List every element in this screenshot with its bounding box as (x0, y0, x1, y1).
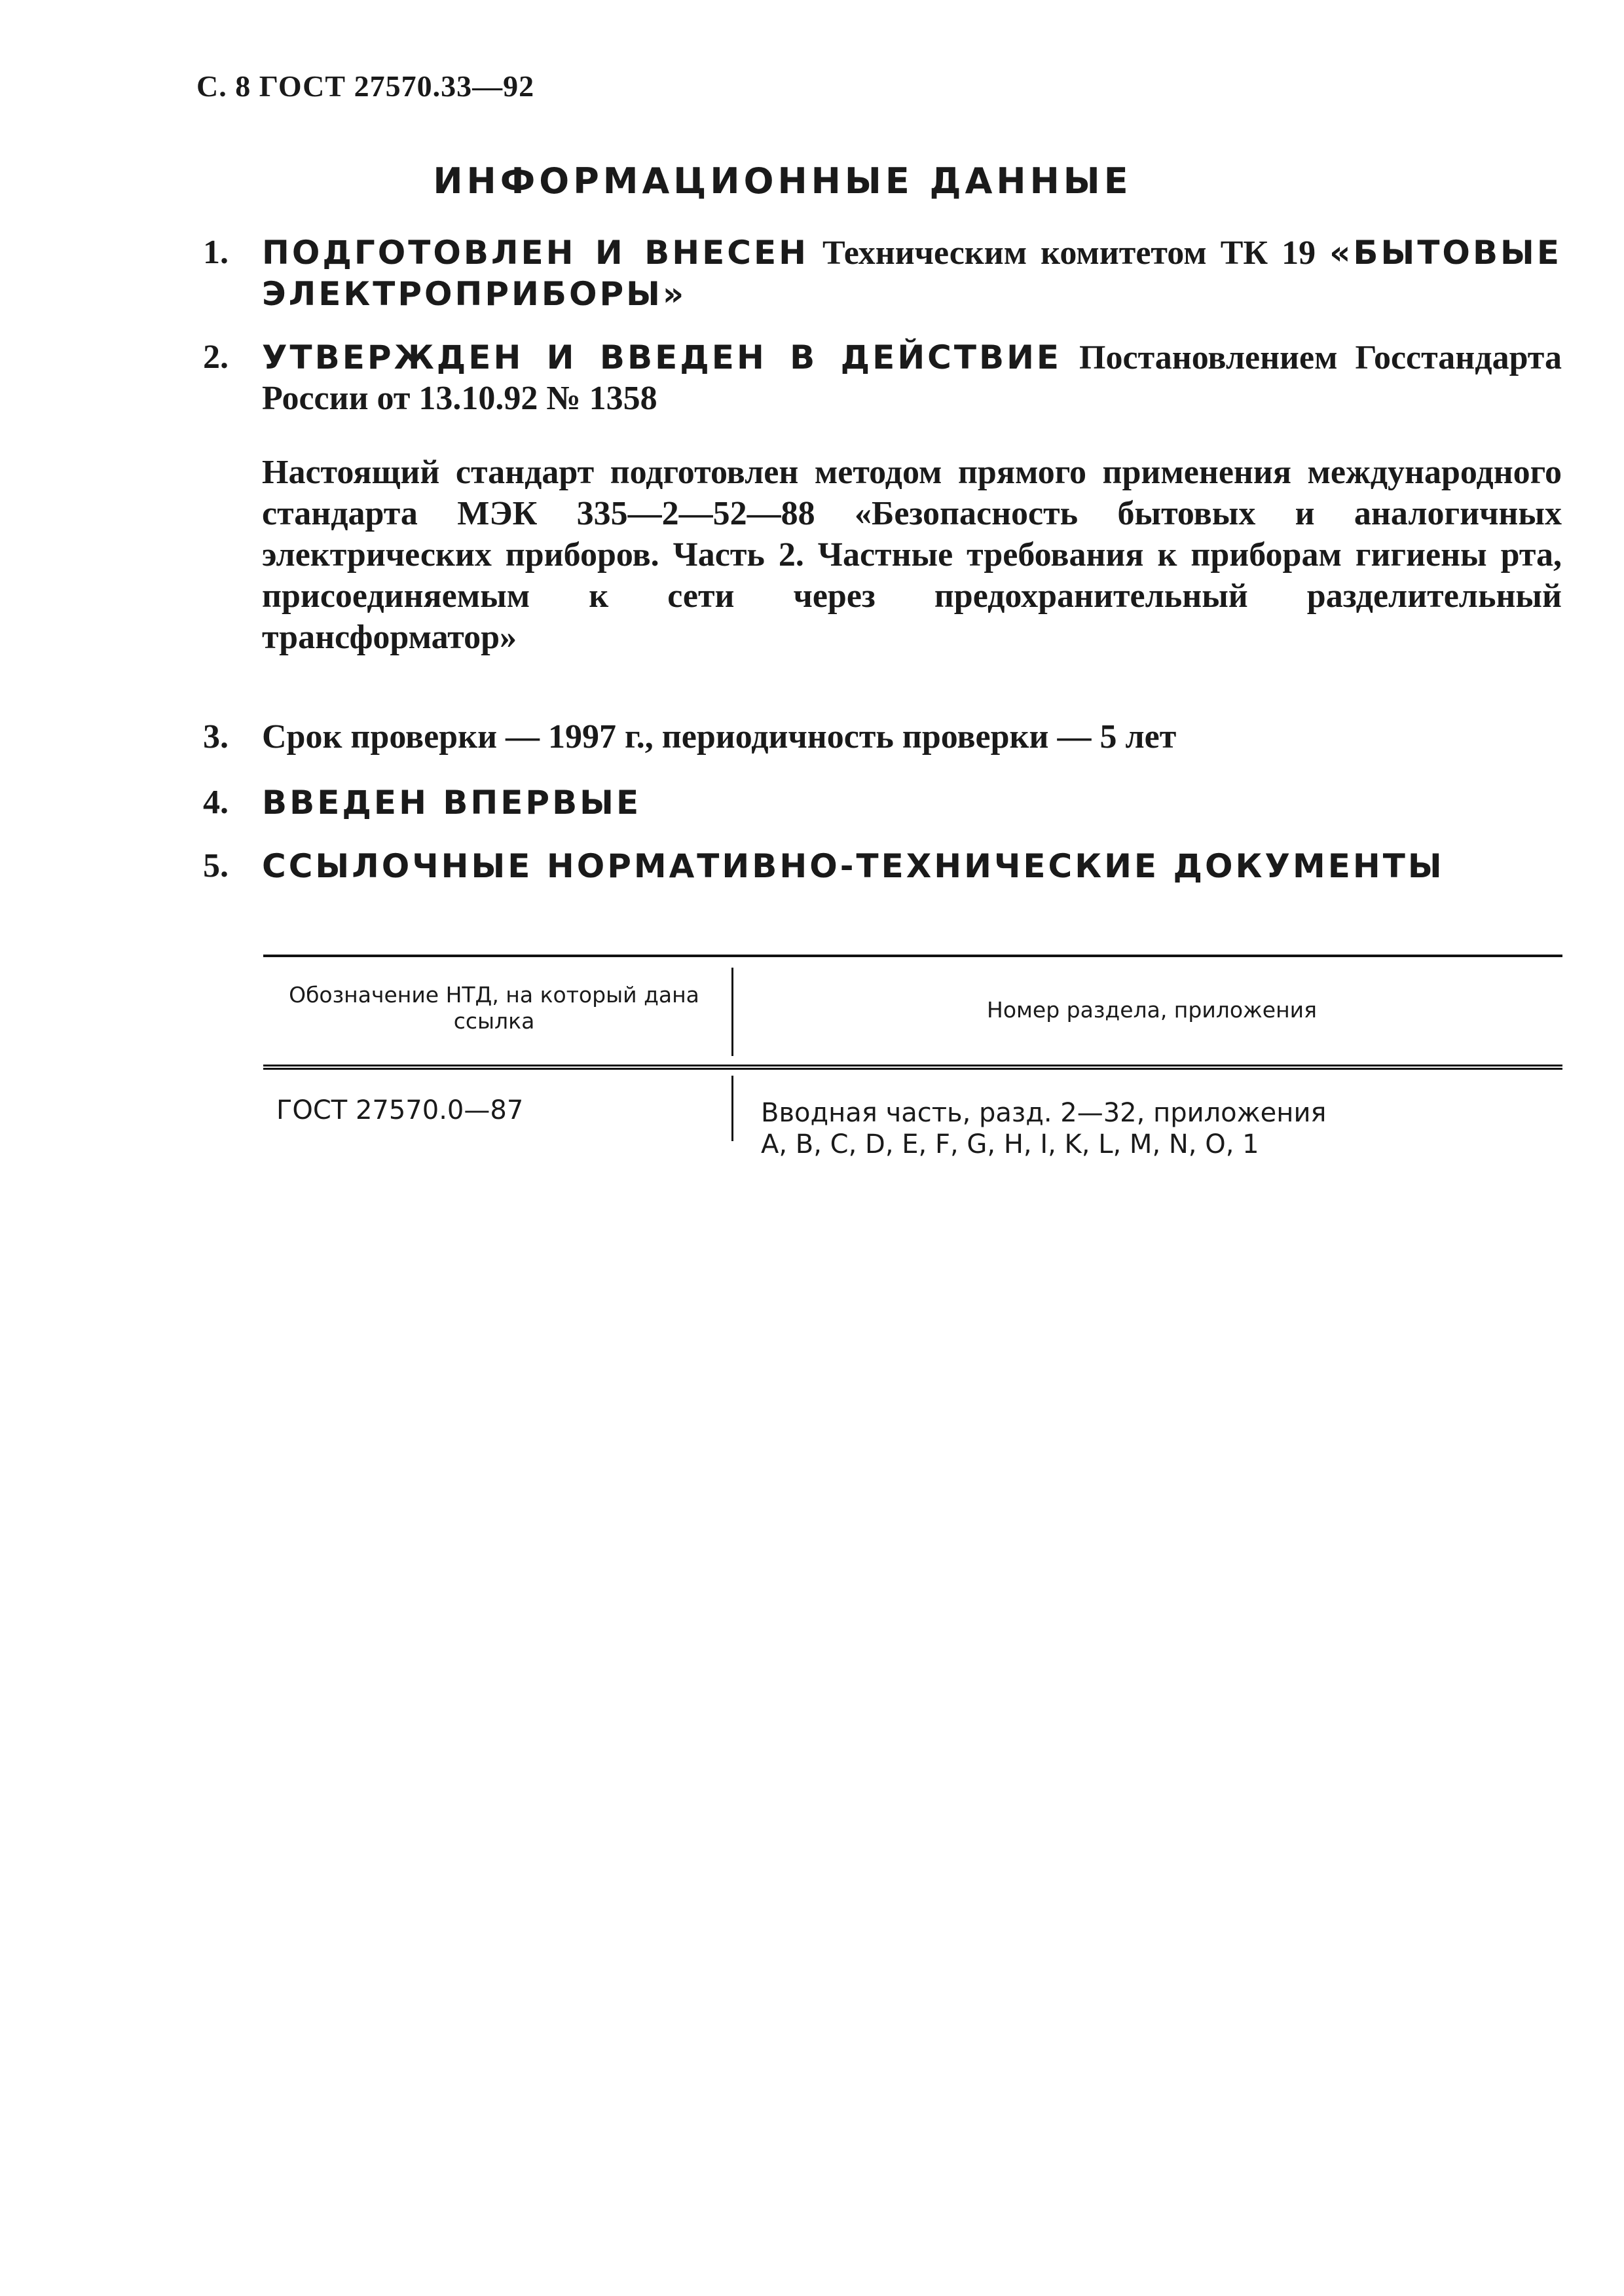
item-heading: ПОДГОТОВЛЕН И ВНЕСЕН (262, 234, 809, 272)
table-cell-section (761, 1097, 1327, 1160)
item-number: 2. (203, 338, 229, 376)
item-number: 5. (203, 847, 229, 884)
item-text: Срок проверки — 1997 г., периодичность проверки — 5 лет (262, 718, 1177, 756)
column-divider (731, 1076, 733, 1141)
item-text: Техническим комитетом ТК 19 (808, 234, 1330, 272)
item-number: 3. (203, 718, 229, 756)
info-item-2 (203, 337, 1562, 419)
item-heading: ВВЕДЕН ВПЕРВЫЕ (262, 784, 642, 822)
item-heading: УТВЕРЖДЕН И ВВЕДЕН В ДЕЙСТВИЕ (262, 338, 1062, 376)
committee-name: «БЫТОВЫЕ ЭЛЕКТРОПРИБОРЫ» (262, 234, 1562, 313)
info-item-1 (203, 232, 1562, 315)
section-line: Вводная часть, разд. 2—32, приложения (761, 1098, 1327, 1128)
page-header: С. 8 ГОСТ 27570.33—92 (196, 69, 535, 103)
column-divider (731, 968, 733, 1056)
info-item-4 (203, 782, 1562, 824)
table-top-rule (263, 955, 1562, 957)
info-item-3 (203, 717, 1562, 757)
item-number: 4. (203, 784, 229, 821)
column-header-ntd: Обозначение НТД, на который дана ссылка (289, 982, 699, 1034)
column-header-section: Номер раздела, приложения (987, 997, 1317, 1023)
standard-note: Настоящий стандарт подготовлен методом прямого применения международного стандарта МЭК 335—2—52—88 «Безопасность бытовых и аналогичных электрических приборов. Часть 2. Частные требования к приборам гигиены рта, присоединяемым к сети через предохранительный разделительный трансформатор» (262, 454, 1562, 656)
item-heading: ССЫЛОЧНЫЕ НОРМАТИВНО-ТЕХНИЧЕСКИЕ ДОКУМЕНТЫ (262, 847, 1445, 885)
section-line: A, B, C, D, E, F, G, H, I, K, L, M, N, O, 1 (761, 1129, 1259, 1159)
item-text: Постановлением Госстандарта России от 13.10.92 № 1358 (262, 339, 1562, 417)
item-number: 1. (203, 234, 229, 271)
table-header-rule (263, 1065, 1562, 1070)
info-item-5 (203, 846, 1562, 887)
document-title: ИНФОРМАЦИОННЫЕ ДАННЫЕ (433, 160, 1132, 202)
table-cell-ntd: ГОСТ 27570.0—87 (276, 1095, 524, 1125)
